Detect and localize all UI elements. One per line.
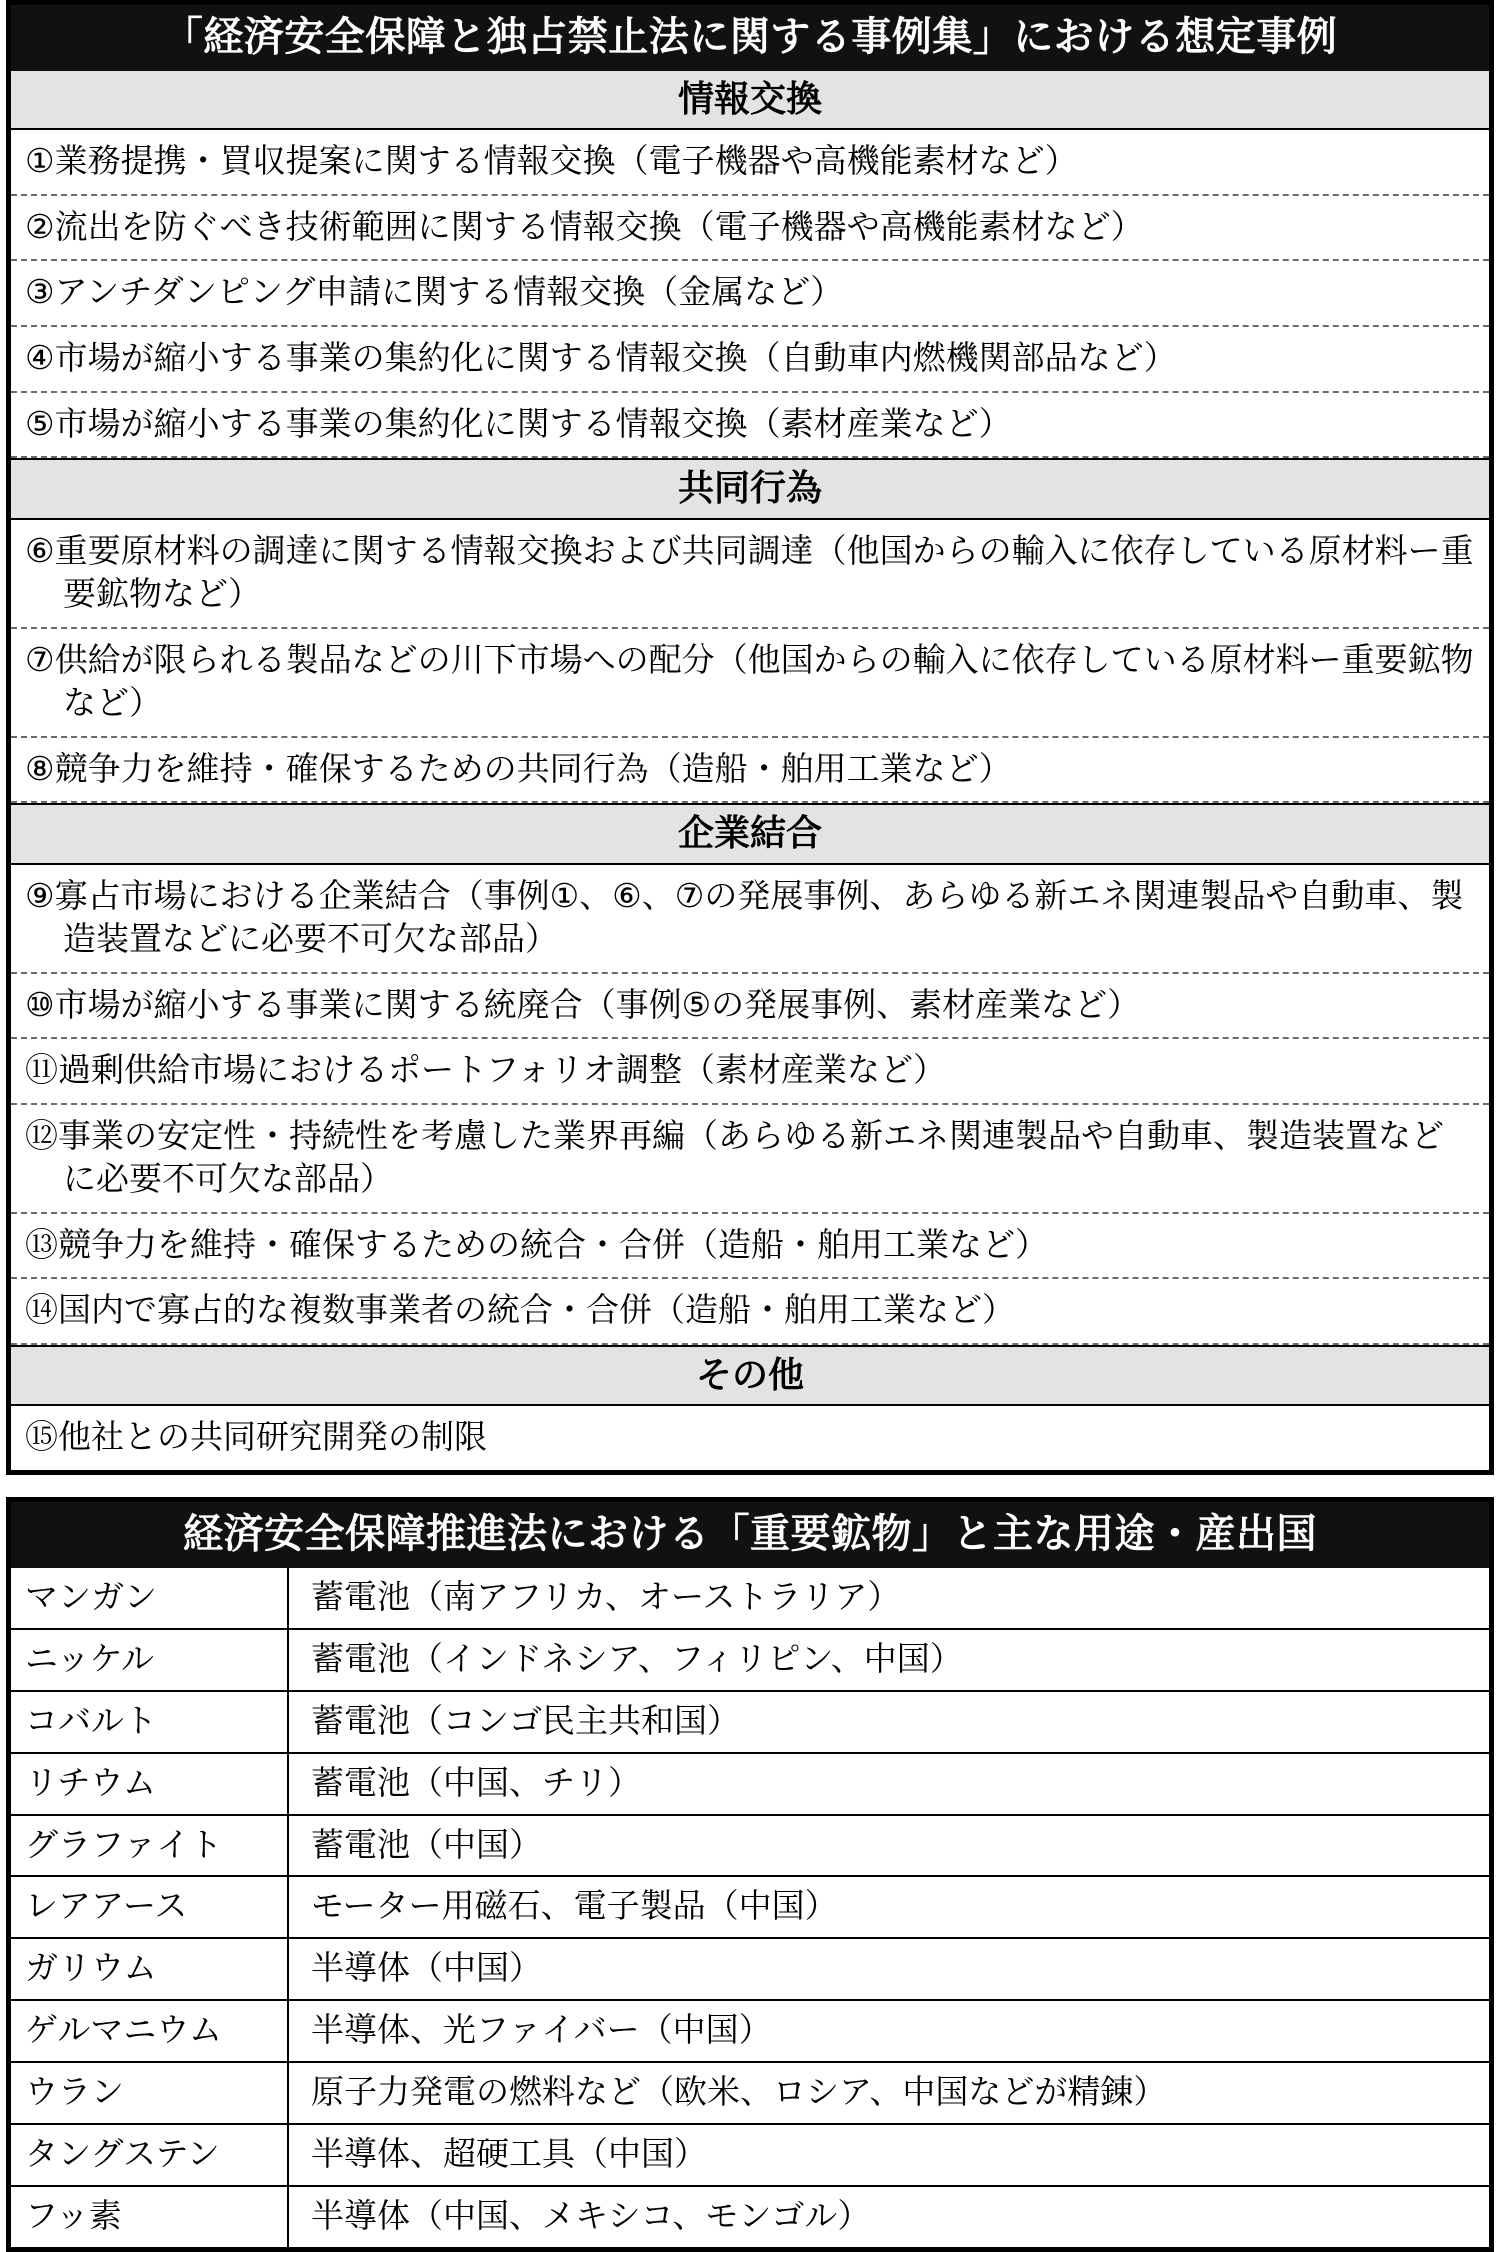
mineral-use: 半導体、超硬工具（中国） xyxy=(311,2134,707,2172)
table-row xyxy=(11,1630,1489,1692)
case-item: ⑥重要原材料の調達に関する情報交換および共同調達（他国からの輸入に依存している原材料ー重要鉱物など） xyxy=(11,520,1489,629)
mineral-name: マンガン xyxy=(11,1568,289,1628)
mineral-use: 蓄電池（コンゴ民主共和国） xyxy=(311,1701,740,1739)
case-item: ⑭国内で寡占的な複数事業者の統合・合併（造船・舶用工業など） xyxy=(11,1279,1489,1345)
mineral-table xyxy=(6,1497,1494,2252)
section-heading-information-exchange: 情報交換 xyxy=(11,71,1489,130)
section-heading-business-combination: 企業結合 xyxy=(11,803,1489,864)
table-row xyxy=(11,1568,1489,1630)
table-row xyxy=(11,2001,1489,2063)
case-table-title: 「経済安全保障と独占禁止法に関する事例集」における想定事例 xyxy=(11,5,1489,71)
table-row xyxy=(11,1939,1489,2001)
case-item: ⑤市場が縮小する事業の集約化に関する情報交換（素材産業など） xyxy=(11,393,1489,459)
mineral-use: 半導体、光ファイバー（中国） xyxy=(311,2011,772,2049)
table-row xyxy=(11,2125,1489,2187)
table-row xyxy=(11,1877,1489,1939)
mineral-name: タングステン xyxy=(11,2125,289,2185)
section-heading-joint-conduct: 共同行為 xyxy=(11,458,1489,519)
mineral-name: グラファイト xyxy=(11,1816,289,1876)
case-item: ④市場が縮小する事業の集約化に関する情報交換（自動車内燃機関部品など） xyxy=(11,327,1489,393)
case-item: ②流出を防ぐべき技術範囲に関する情報交換（電子機器や高機能素材など） xyxy=(11,196,1489,262)
mineral-name: ウラン xyxy=(11,2063,289,2123)
case-item: ⑬競争力を維持・確保するための統合・合併（造船・舶用工業など） xyxy=(11,1214,1489,1280)
mineral-name: フッ素 xyxy=(11,2187,289,2247)
mineral-name: リチウム xyxy=(11,1754,289,1814)
mineral-use: 蓄電池（インドネシア、フィリピン、中国） xyxy=(311,1639,963,1677)
case-item: ⑪過剰供給市場におけるポートフォリオ調整（素材産業など） xyxy=(11,1039,1489,1105)
case-item: ⑧競争力を維持・確保するための共同行為（造船・舶用工業など） xyxy=(11,738,1489,804)
table-row xyxy=(11,2187,1489,2247)
mineral-use: 原子力発電の燃料など（欧米、ロシア、中国などが精錬） xyxy=(311,2073,1167,2111)
mineral-name: ゲルマニウム xyxy=(11,2001,289,2061)
mineral-name: ニッケル xyxy=(11,1630,289,1690)
table-row xyxy=(11,1754,1489,1816)
mineral-use: 蓄電池（中国） xyxy=(311,1825,542,1863)
section-heading-others: その他 xyxy=(11,1345,1489,1406)
mineral-name: レアアース xyxy=(11,1877,289,1937)
case-table xyxy=(6,0,1494,1475)
mineral-use: 蓄電池（南アフリカ、オーストラリア） xyxy=(311,1577,901,1615)
mineral-use: 半導体（中国） xyxy=(311,1949,542,1987)
mineral-use: モーター用磁石、電子製品（中国） xyxy=(311,1887,838,1925)
case-item: ①業務提携・買収提案に関する情報交換（電子機器や高機能素材など） xyxy=(11,130,1489,196)
table-row xyxy=(11,2063,1489,2125)
case-item: ⑩市場が縮小する事業に関する統廃合（事例⑤の発展事例、素材産業など） xyxy=(11,974,1489,1040)
mineral-use: 蓄電池（中国、チリ） xyxy=(311,1763,641,1801)
case-item: ⑦供給が限られる製品などの川下市場への配分（他国からの輸入に依存している原材料ー重要鉱物など） xyxy=(11,629,1489,738)
table-row xyxy=(11,1816,1489,1878)
mineral-name: ガリウム xyxy=(11,1939,289,1999)
case-item: ⑫事業の安定性・持続性を考慮した業界再編（あらゆる新エネ関連製品や自動車、製造装置などに必要不可欠な部品） xyxy=(11,1105,1489,1214)
table-row xyxy=(11,1692,1489,1754)
mineral-use: 半導体（中国、メキシコ、モンゴル） xyxy=(311,2196,871,2234)
case-item: ③アンチダンピング申請に関する情報交換（金属など） xyxy=(11,261,1489,327)
mineral-table-title: 経済安全保障推進法における「重要鉱物」と主な用途・産出国 xyxy=(11,1502,1489,1568)
case-item: ⑮他社との共同研究開発の制限 xyxy=(25,1418,487,1456)
mineral-name: コバルト xyxy=(11,1692,289,1752)
case-item: ⑨寡占市場における企業結合（事例①、⑥、⑦の発展事例、あらゆる新エネ関連製品や自動車、製造装置などに必要不可欠な部品） xyxy=(11,865,1489,974)
